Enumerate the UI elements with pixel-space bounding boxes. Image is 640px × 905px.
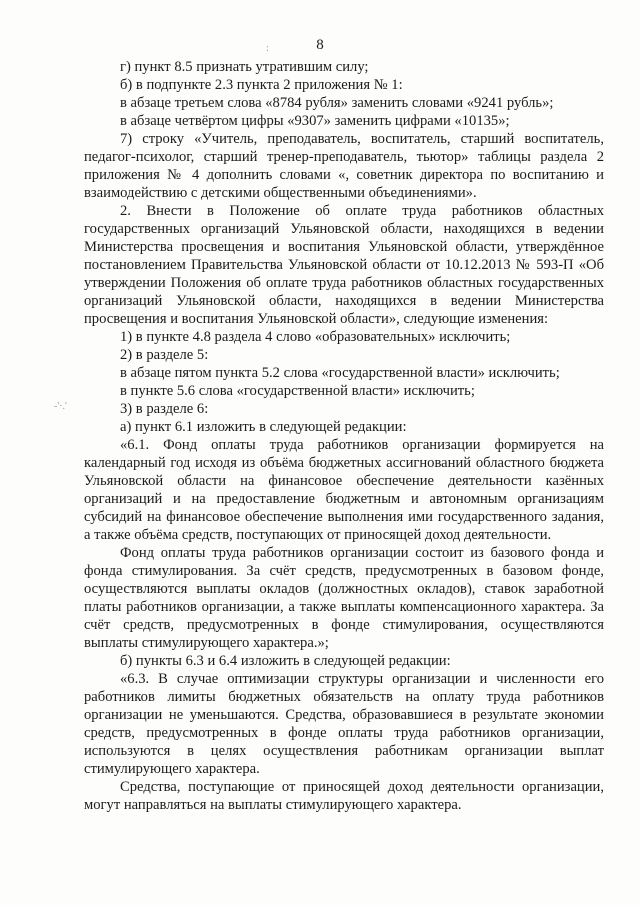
paragraph: «6.1. Фонд оплаты труда работников организации формируется на календарный год исходя из объёма бюджетных ассигнований областного бюджета Ульяновской области на финансовое обеспечение деятельности казённых организаций и на предоставление бюджетным и автономным организациям субсидий на финансовое обеспечение выполнения ими государственного задания, а также объёма средств, поступающих от приносящей доход деятельности.: [84, 437, 604, 543]
paragraph: б) пункты 6.3 и 6.4 изложить в следующей редакции:: [120, 653, 451, 669]
paragraph: б) в подпункте 2.3 пункта 2 приложения № 1:: [120, 77, 403, 93]
paragraph: 7) строку «Учитель, преподаватель, воспитатель, старший воспитатель, педагог-психолог, старший тренер-преподаватель, тьютор» таблицы раздела 2 приложения № 4 дополнить словами «, советник директора по воспитанию и взаимодействию с детскими общественными объединениями».: [84, 131, 604, 201]
paragraph: «6.3. В случае оптимизации структуры организации и численности его работников лимиты бюджетных обязательств на оплату труда работников организации не уменьшаются. Средства, образовавшиеся в результате экономии средств, предусмотренных в фонде оплаты труда работников организации, используются в целях осуществления работникам организации выплат стимулирующего характера.: [84, 671, 604, 777]
page-number: 8: [316, 37, 324, 53]
scan-speck: -'·.': [54, 401, 67, 412]
paragraph: в абзаце четвёртом цифры «9307» заменить цифрами «10135»;: [120, 113, 510, 129]
scan-speck: :: [266, 43, 269, 54]
paragraph: в пункте 5.6 слова «государственной власти» исключить;: [120, 383, 475, 399]
paragraph: 3) в разделе 6:: [120, 401, 209, 417]
paragraph: а) пункт 6.1 изложить в следующей редакции:: [120, 419, 407, 435]
paragraph: Фонд оплаты труда работников организации состоит из базового фонда и фонда стимулирования. За счёт средств, предусмотренных в базовом фонде, осуществляются выплаты окладов (должностных окладов), ставок заработной платы работников организации, а также выплаты компенсационного характера. За счёт средств, предусмотренных в фонде стимулирования, осуществляются выплаты стимулирующего характера.»;: [84, 545, 604, 651]
paragraph: в абзаце пятом пункта 5.2 слова «государственной власти» исключить;: [120, 365, 560, 381]
document-body: [84, 58, 604, 814]
paragraph: в абзаце третьем слова «8784 рубля» заменить словами «9241 рубль»;: [120, 95, 554, 111]
paragraph: г) пункт 8.5 признать утратившим силу;: [120, 59, 369, 75]
paragraph: Средства, поступающие от приносящей доход деятельности организации, могут направляться на выплаты стимулирующего характера.: [84, 779, 604, 813]
paragraph: 2) в разделе 5:: [120, 347, 209, 363]
paragraph: 2. Внести в Положение об оплате труда работников областных государственных организаций Ульяновской области, находящихся в ведении Министерства просвещения и воспитания Ульяновской области, утверждённое постановлением Правительства Ульяновской области от 10.12.2013 № 593-П «Об утверждении Положения об оплате труда работников областных государственных организаций Ульяновской области, находящихся в ведении Министерства просвещения и воспитания Ульяновской области», следующие изменения:: [84, 203, 604, 327]
paragraph: 1) в пункте 4.8 раздела 4 слово «образовательных» исключить;: [120, 329, 511, 345]
